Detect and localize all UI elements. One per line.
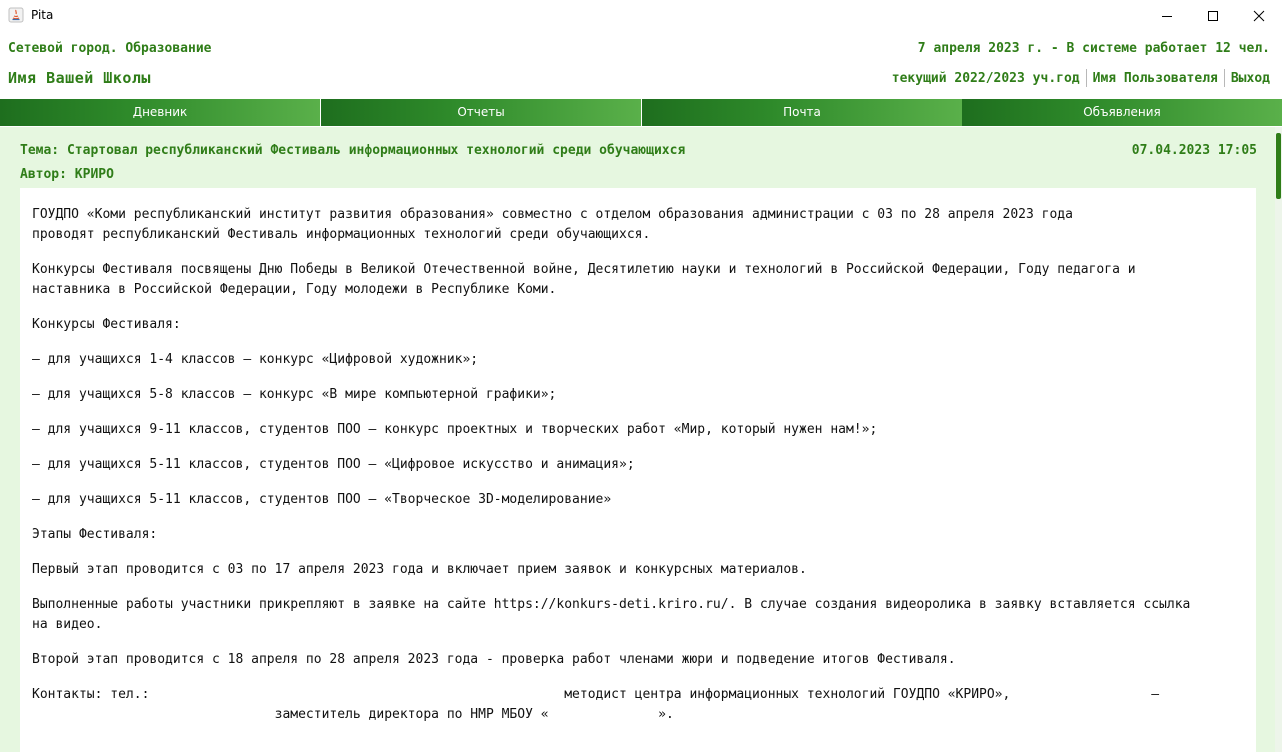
list-item: – для учащихся 5-11 классов, студентов ПОО – «Цифровое искусство и анимация»; (32, 457, 635, 472)
system-status: 7 апреля 2023 г. - В системе работает 12 чел. (917, 41, 1270, 56)
body-line: на видео. (32, 617, 103, 632)
site-header (0, 32, 1282, 98)
maximize-button[interactable] (1190, 0, 1236, 31)
announcement-author: Автор: КРИРО (20, 167, 114, 182)
close-button[interactable] (1236, 0, 1282, 31)
list-item: – для учащихся 5-11 классов, студентов ПОО – «Творческое 3D-моделирование» (32, 492, 612, 507)
list-item: – для учащихся 5-8 классов – конкурс «В мире компьютерной графики»; (32, 387, 557, 402)
user-bar (892, 69, 1270, 87)
announcement-body (20, 188, 1256, 752)
close-icon (1253, 10, 1265, 22)
announcement-panel (0, 127, 1275, 752)
main-menu (0, 99, 1282, 126)
contacts-line: заместитель директора по НМР МБОУ « ». (32, 707, 674, 722)
brand-title: Сетевой город. Образование (8, 41, 212, 56)
list-item: – для учащихся 1-4 классов – конкурс «Цифровой художник»; (32, 352, 479, 367)
window-title: Pita (31, 8, 54, 22)
announcement-date: 07.04.2023 17:05 (1131, 143, 1257, 158)
body-line: Конкурсы Фестиваля: (32, 317, 181, 332)
body-line: Конкурсы Фестиваля посвящены Дню Победы в Великой Отечественной войне, Десятилетию науки и технологий в Российской Федерации, Году педагога и (32, 262, 1136, 277)
body-line: Первый этап проводится с 03 по 17 апреля 2023 года и включает прием заявок и конкурсных материалов. (32, 562, 807, 577)
logout-link[interactable]: Выход (1230, 70, 1270, 86)
maximize-icon (1207, 10, 1219, 22)
minimize-button[interactable] (1144, 0, 1190, 31)
body-line: Второй этап проводится с 18 апреля по 28 апреля 2023 года - проверка работ членами жюри и подведение итогов Фестиваля. (32, 652, 956, 667)
list-item: – для учащихся 9-11 классов, студентов ПОО – конкурс проектных и творческих работ «Мир, который нужен нам!»; (32, 422, 878, 437)
menu-item-mail[interactable]: Почта (642, 99, 962, 126)
body-line: проводят республиканский Фестиваль информационных технологий среди обучающихся. (32, 227, 651, 242)
scrollbar[interactable] (1275, 127, 1282, 752)
user-name-link[interactable]: Имя Пользователя (1092, 70, 1218, 86)
school-year-link[interactable]: текущий 2022/2023 уч.год (891, 70, 1080, 86)
body-line: ГОУДПО «Коми республиканский институт развития образования» совместно с отделом образования администрации с 03 по 28 апреля 2023 года (32, 207, 1073, 222)
menu-item-diary[interactable]: Дневник (0, 99, 320, 126)
menu-item-reports[interactable]: Отчеты (321, 99, 641, 126)
java-app-icon (8, 7, 24, 23)
divider (1086, 69, 1087, 87)
contacts-line: Контакты: тел.: методист центра информационных технологий ГОУДПО «КРИРО», – (32, 687, 1160, 702)
body-line: Выполненные работы участники прикрепляют в заявке на сайте https://konkurs-deti.kriro.ru/. В случае создания видеоролика в заявку вставляется ссылка (32, 597, 1191, 612)
menu-item-announcements[interactable]: Объявления (962, 99, 1282, 126)
window-titlebar (0, 0, 1282, 32)
minimize-icon (1161, 10, 1173, 22)
body-line: наставника в Российской Федерации, Году молодежи в Республике Коми. (32, 282, 557, 297)
school-name: Имя Вашей Школы (8, 69, 151, 87)
announcement-topic: Тема: Стартовал республиканский Фестиваль информационных технологий среди обучающихся (20, 143, 686, 158)
scrollbar-thumb[interactable] (1276, 133, 1281, 199)
divider (1224, 69, 1225, 87)
body-line: Этапы Фестиваля: (32, 527, 158, 542)
